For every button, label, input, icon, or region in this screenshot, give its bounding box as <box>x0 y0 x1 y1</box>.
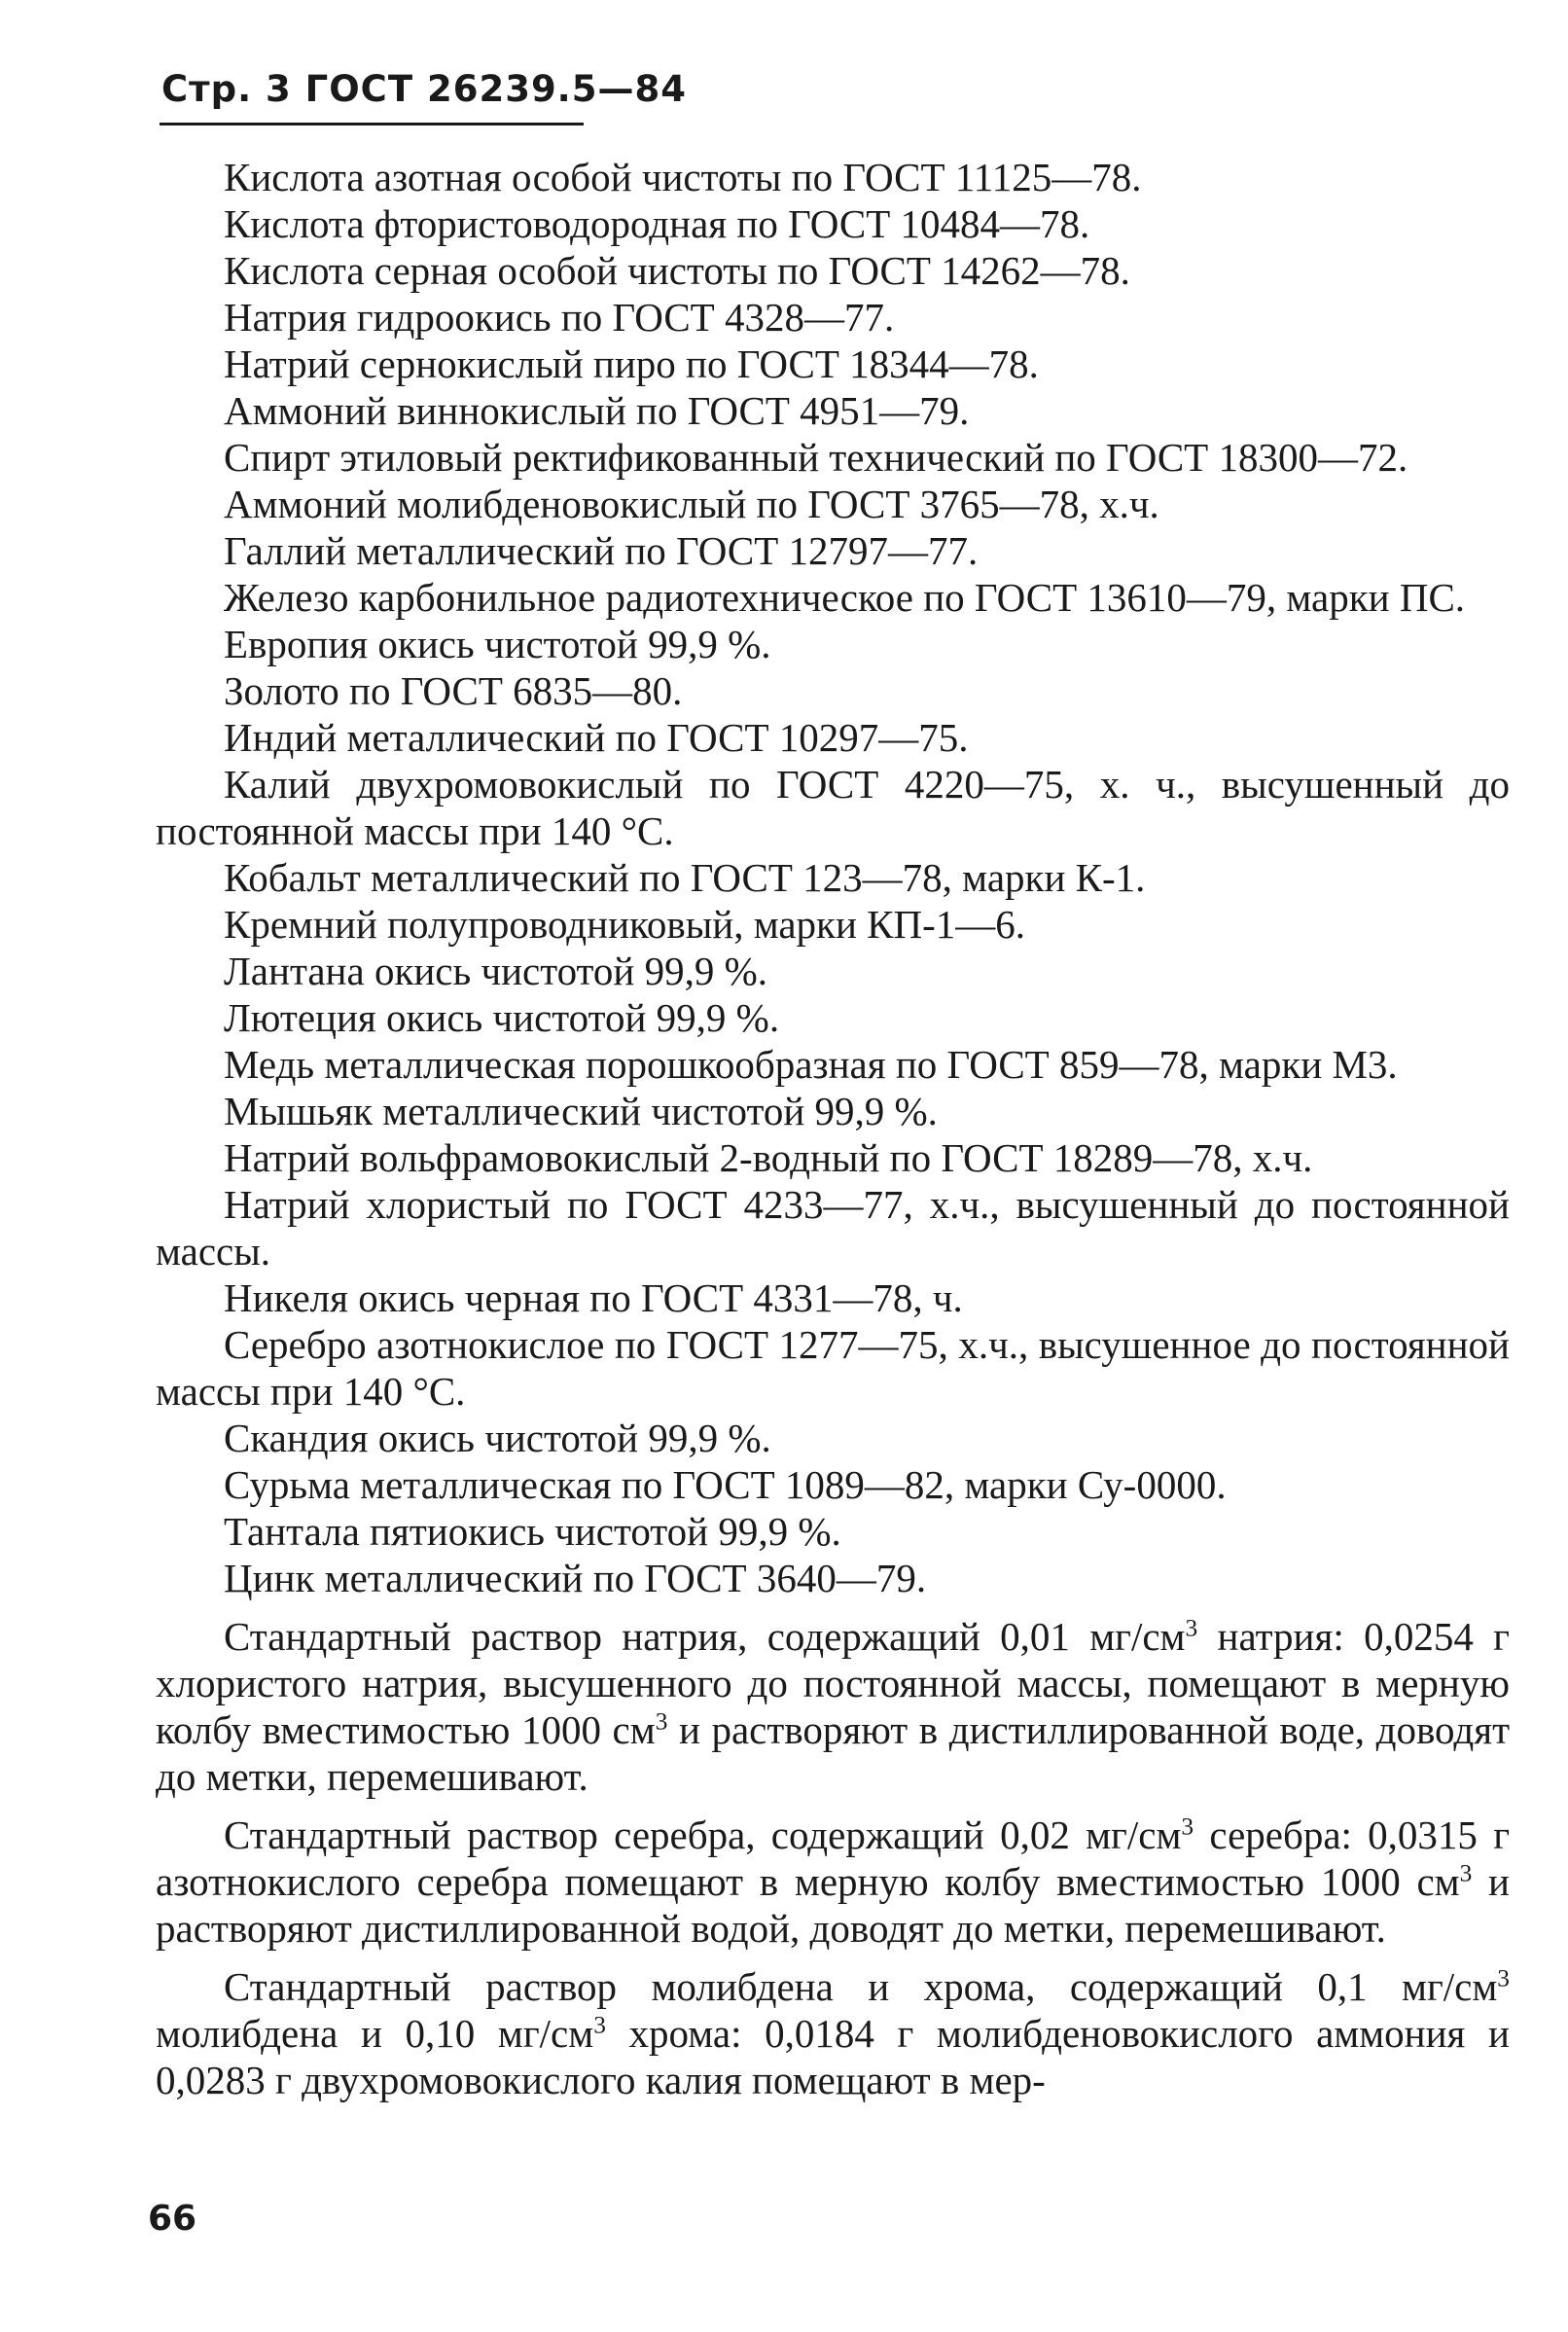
solution-text: Стандартный раствор серебра, содержащий 0,02 мг/см <box>224 1812 1182 1857</box>
reagent-item: Лантана окись чистотой 99,9 %. <box>224 949 768 993</box>
header-page-label: Стр. 3 <box>161 68 292 110</box>
reagent-item: Мышьяк металлический чистотой 99,9 %. <box>224 1089 938 1133</box>
reagent-item: Скандия окись чистотой 99,9 %. <box>224 1416 771 1460</box>
reagent-list <box>156 154 1510 1601</box>
reagent-item: Золото по ГОСТ 6835—80. <box>224 668 683 713</box>
reagent-item: Натрий сернокислый пиро по ГОСТ 18344—78. <box>224 341 1039 386</box>
reagent-item: Сурьма металлическая по ГОСТ 1089—82, марки Су-0000. <box>224 1462 1227 1507</box>
superscript: 3 <box>1497 1964 1510 1992</box>
reagent-item: Натрий вольфрамовокислый 2-водный по ГОСТ 18289—78, х.ч. <box>224 1135 1313 1180</box>
solution-text: серебра: 0,0315 г азотнокислого серебра помещают в мерную колбу вместимостью 1000 см <box>156 1812 1511 1904</box>
reagent-item: Спирт этиловый ректификованный технический по ГОСТ 18300—72. <box>224 435 1408 480</box>
reagent-item: Калий двухромовокислый по ГОСТ 4220—75, х. ч., высушенный до постоянной массы при 140 °С. <box>156 762 1510 853</box>
reagent-item: Железо карбонильное радиотехническое по ГОСТ 13610—79, марки ПС. <box>224 575 1466 620</box>
reagent-item: Никеля окись черная по ГОСТ 4331—78, ч. <box>224 1275 963 1320</box>
solution-text: молибдена и 0,10 мг/см <box>156 2011 594 2056</box>
solution-text: хрома: 0,0184 г молибденовокислого аммония и 0,0283 г двухромовокислого калия помещают в мер- <box>156 2011 1510 2102</box>
solution-text: и растворяют дистиллированной водой, доводят до метки, перемешивают. <box>156 1859 1510 1951</box>
solution-sodium-paragraph <box>156 1613 1510 1800</box>
reagent-item: Галлий металлический по ГОСТ 12797—77. <box>224 528 979 573</box>
superscript: 3 <box>1459 1859 1473 1887</box>
reagent-item: Кислота азотная особой чистоты по ГОСТ 11125—78. <box>224 155 1142 199</box>
reagent-item: Медь металлическая порошкообразная по ГОСТ 859—78, марки М3. <box>224 1042 1398 1087</box>
solution-text: натрия: 0,0254 г хлористого натрия, высушенного до постоянной массы, помещают в мерную колбу вместимостью 1000 см <box>156 1614 1510 1752</box>
superscript: 3 <box>655 1707 668 1736</box>
reagent-item: Натрий хлористый по ГОСТ 4233—77, х.ч., высушенный до постоянной массы. <box>156 1182 1510 1274</box>
reagent-item: Кобальт металлический по ГОСТ 123—78, марки К-1. <box>224 855 1146 900</box>
reagent-item: Лютеция окись чистотой 99,9 %. <box>224 995 780 1040</box>
superscript: 3 <box>1181 1812 1194 1841</box>
solution-text: Стандартный раствор натрия, содержащий 0,01 мг/см <box>224 1614 1186 1659</box>
solution-silver-paragraph <box>156 1812 1510 1952</box>
reagent-item: Европия окись чистотой 99,9 %. <box>224 622 771 666</box>
superscript: 3 <box>1185 1614 1198 1642</box>
reagent-item: Цинк металлический по ГОСТ 3640—79. <box>224 1556 927 1600</box>
reagent-item: Кислота серная особой чистоты по ГОСТ 14262—78. <box>224 248 1130 293</box>
page-number: 66 <box>148 2199 197 2239</box>
reagent-item: Натрия гидроокись по ГОСТ 4328—77. <box>224 295 895 340</box>
reagent-item: Аммоний виннокислый по ГОСТ 4951—79. <box>224 388 970 433</box>
reagent-item: Тантала пятиокись чистотой 99,9 %. <box>224 1509 841 1554</box>
header-rule <box>160 123 584 126</box>
reagent-item: Индий металлический по ГОСТ 10297—75. <box>224 715 969 760</box>
reagent-item: Кремний полупроводниковый, марки КП-1—6. <box>224 902 1026 947</box>
solution-text: и растворяют в дистиллированной воде, доводят до метки, перемешивают. <box>156 1707 1510 1799</box>
reagent-item: Кислота фтористоводородная по ГОСТ 10484—78. <box>224 201 1090 246</box>
solution-molybdenum-chromium-paragraph <box>156 1963 1510 2103</box>
page-header <box>161 68 687 110</box>
header-standard: ГОСТ 26239.5—84 <box>304 68 687 110</box>
body-text <box>156 154 1510 2103</box>
reagent-item: Серебро азотнокислое по ГОСТ 1277—75, х.ч., высушенное до постоянной массы при 140 °С. <box>156 1322 1510 1414</box>
superscript: 3 <box>593 2011 606 2039</box>
solution-text: Стандартный раствор молибдена и хрома, содержащий 0,1 мг/см <box>224 1964 1498 2009</box>
reagent-item: Аммоний молибденовокислый по ГОСТ 3765—78, х.ч. <box>224 482 1159 526</box>
